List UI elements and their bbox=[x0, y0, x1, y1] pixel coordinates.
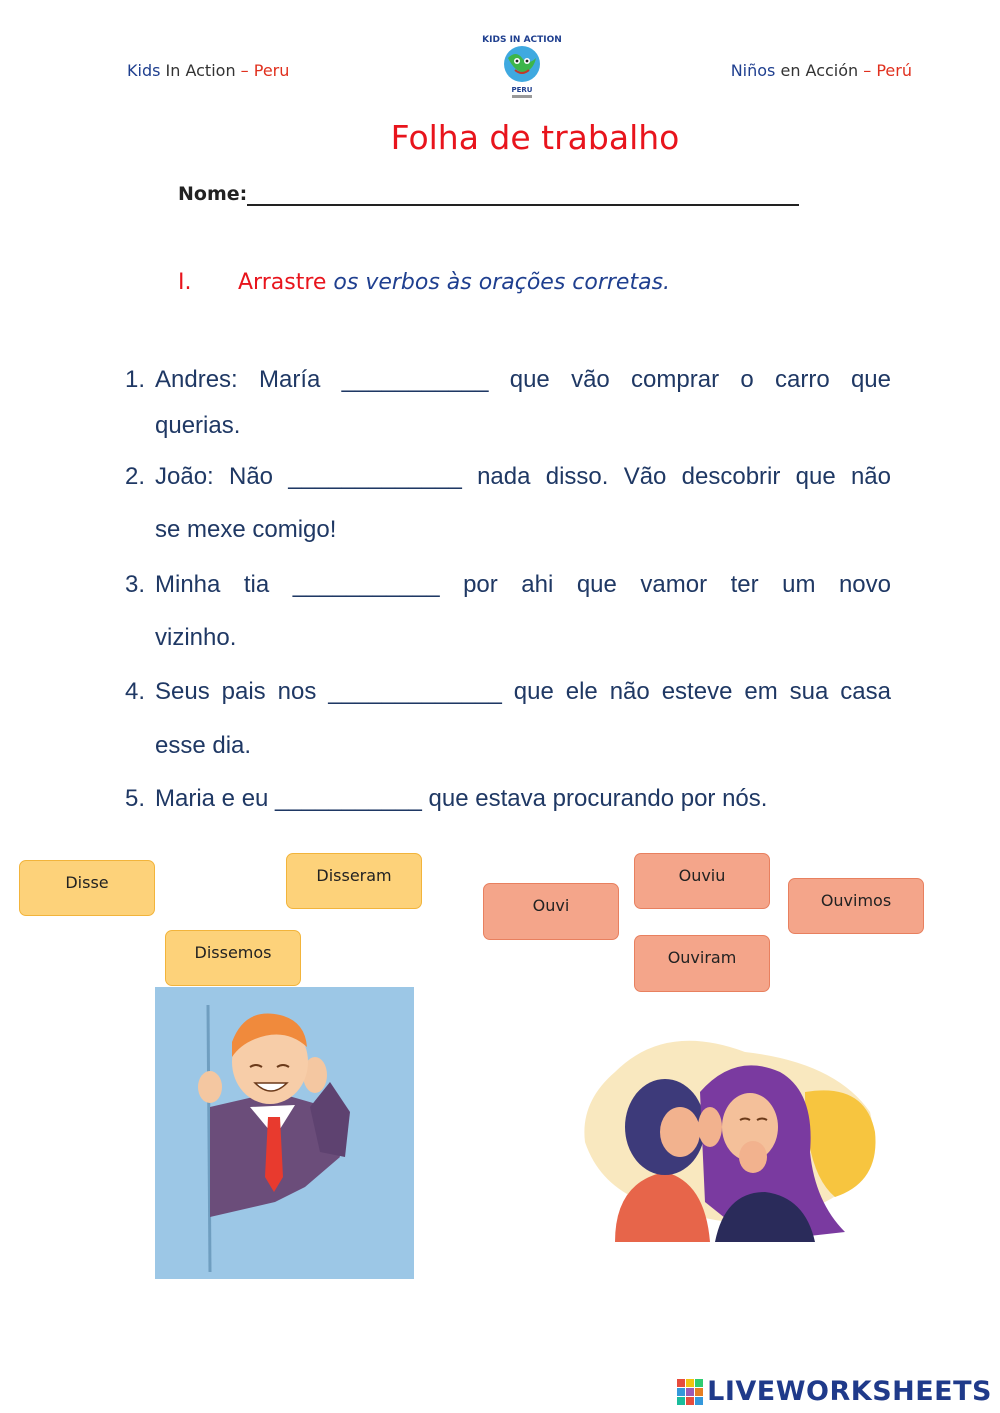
question-2-line2: se mexe comigo! bbox=[155, 516, 337, 543]
liveworksheets-brand bbox=[677, 1376, 992, 1407]
question-4-line2: esse dia. bbox=[155, 732, 252, 759]
question-5-line1: Maria e eu ___________ que estava procurando por nós. bbox=[155, 785, 768, 812]
kids-in-action-logo bbox=[478, 22, 566, 108]
name-field-line bbox=[247, 204, 799, 206]
question-3-line1: Minha tia ___________ por ahi que vamor ter um novo bbox=[155, 571, 891, 598]
chip-ouviu[interactable]: Ouviu bbox=[634, 853, 770, 909]
instruction: I. Arrastre os verbos às orações corretas. bbox=[178, 270, 671, 295]
question-1-line2: querias. bbox=[155, 412, 241, 439]
chip-disseram[interactable]: Disseram bbox=[286, 853, 422, 909]
header-left: Kids In Action – Peru bbox=[127, 61, 290, 80]
chip-dissemos[interactable]: Dissemos bbox=[165, 930, 301, 986]
liveworksheets-logo-icon bbox=[677, 1379, 703, 1405]
name-label: Nome: bbox=[178, 183, 248, 205]
question-3-line2: vizinho. bbox=[155, 624, 237, 651]
question-2: 2. João: Não _____________ nada disso. Vão descobrir que não se mexe comigo! bbox=[125, 463, 891, 543]
question-1: 1. Andres: María ___________ que vão comprar o carro que querias. bbox=[125, 366, 891, 439]
question-2-line1: João: Não _____________ nada disso. Vão descobrir que não bbox=[155, 463, 891, 490]
chip-ouviram[interactable]: Ouviram bbox=[634, 935, 770, 992]
logo-subtext: PERU bbox=[511, 86, 533, 94]
question-4: 4. Seus pais nos _____________ que ele não esteve em sua casa esse dia. bbox=[125, 678, 891, 759]
logo-text: KIDS IN ACTION bbox=[482, 35, 562, 45]
eavesdropping-man-illustration bbox=[155, 987, 414, 1279]
whispering-girls-illustration bbox=[575, 1032, 880, 1242]
liveworksheets-wordmark: LIVEWORKSHEETS bbox=[707, 1376, 992, 1407]
chip-ouvimos[interactable]: Ouvimos bbox=[788, 878, 924, 934]
question-3: 3. Minha tia ___________ por ahi que vamor ter um novo vizinho. bbox=[125, 571, 891, 651]
chip-disse[interactable]: Disse bbox=[19, 860, 155, 916]
chip-ouvi[interactable]: Ouvi bbox=[483, 883, 619, 940]
question-5: 5. Maria e eu ___________ que estava procurando por nós. bbox=[125, 785, 768, 812]
page-title: Folha de trabalho bbox=[390, 118, 680, 157]
header-right: Niños en Acción – Perú bbox=[730, 61, 912, 80]
question-1-line1: Andres: María ___________ que vão comprar o carro que bbox=[155, 366, 891, 393]
question-4-line1: Seus pais nos _____________ que ele não esteve em sua casa bbox=[155, 678, 891, 705]
